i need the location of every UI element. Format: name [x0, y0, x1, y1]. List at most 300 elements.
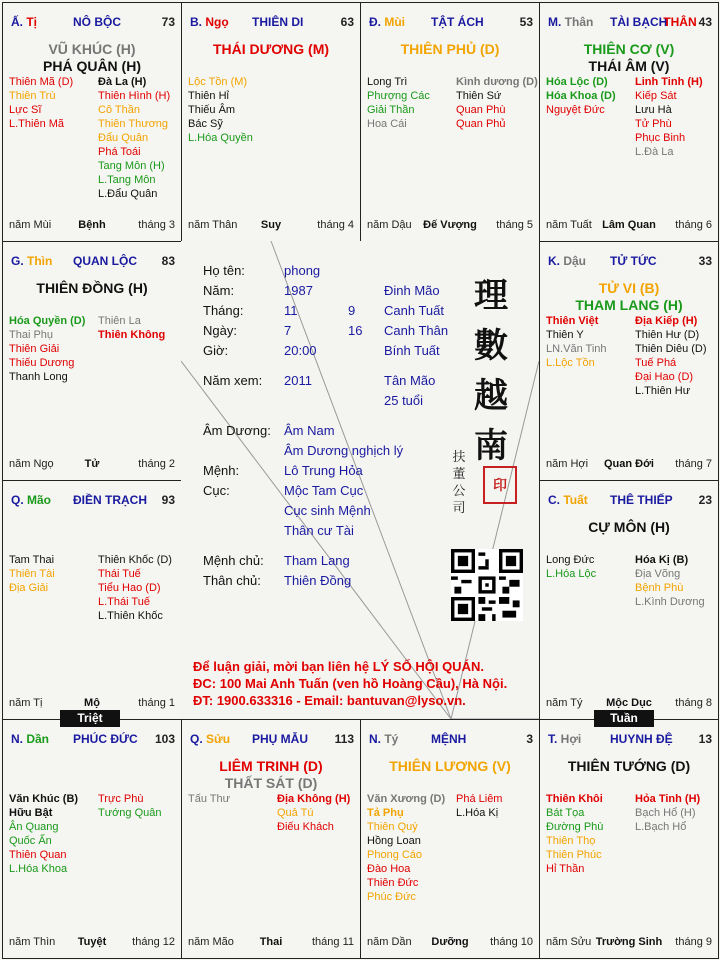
minor-star: Linh Tinh (H)	[635, 76, 703, 88]
year-label: Năm:	[203, 283, 235, 298]
main-star: LIÊM TRINH (D)	[219, 758, 323, 774]
palace-stem: Q.	[190, 732, 207, 746]
palace-month: tháng 3	[138, 219, 175, 231]
palace-number	[335, 732, 354, 746]
palace-stem: N.	[11, 732, 27, 746]
palace-house-name: TÀI BẠCH	[610, 15, 668, 29]
palace-cell[interactable]	[539, 241, 719, 481]
palace-state: Mộc Dục	[606, 697, 652, 709]
palace-cell[interactable]	[360, 719, 540, 959]
minor-star: Tả Phụ	[367, 807, 404, 819]
palace-branch: Mão	[27, 493, 52, 507]
palace-number-value: 13	[698, 732, 712, 746]
minor-star: Thai Phụ	[9, 329, 54, 341]
minor-stars-right	[635, 792, 700, 834]
minor-stars-right	[635, 75, 703, 159]
main-star: PHÁ QUÂN (H)	[43, 58, 141, 74]
minor-star: Thiên Tài	[9, 568, 55, 580]
palace-address	[369, 15, 405, 29]
minor-star: Thiên Hư (D)	[635, 329, 700, 341]
minor-stars-left	[9, 553, 55, 595]
name-label: Họ tên:	[203, 263, 245, 278]
palace-number-value: 23	[698, 493, 712, 507]
minor-star: Đà La (H)	[98, 76, 147, 88]
palace-stem: K.	[548, 254, 564, 268]
minor-star: Phá Toái	[98, 146, 141, 158]
minor-stars-left	[188, 792, 230, 806]
palace-state: Tuyệt	[77, 936, 107, 948]
minor-star: Thiên Hỉ	[188, 90, 229, 102]
minor-star: Đại Hao (D)	[635, 371, 694, 383]
palace-header	[369, 732, 533, 748]
palace-header	[190, 15, 354, 31]
minor-star: LN.Văn Tinh	[546, 343, 607, 355]
minor-stars-right	[277, 792, 350, 834]
calligraphy-subtext	[449, 449, 469, 517]
minor-star: Quan Phù	[456, 104, 506, 116]
main-star: THIÊN CƠ (V)	[583, 41, 675, 57]
main-star: THÁI ÂM (V)	[588, 58, 670, 74]
calli-char: 理	[474, 276, 508, 316]
palace-cell[interactable]	[2, 480, 182, 720]
main-stars	[182, 41, 360, 58]
minor-star: Quan Phủ	[456, 118, 506, 130]
palace-state: Trường Sinh	[595, 936, 663, 948]
palace-state: Quan Đới	[604, 458, 654, 470]
palace-month: tháng 7	[675, 458, 712, 470]
palace-cell[interactable]	[2, 2, 182, 242]
minor-star: Hoa Cái	[367, 118, 407, 130]
minor-star: Phúc Đức	[367, 891, 416, 903]
palace-branch: Dậu	[563, 254, 587, 268]
contact-address: ĐC: 100 Mai Anh Tuấn (ven hồ Hoàng Cầu), Hà Nội.	[193, 676, 508, 691]
minor-star: Đào Hoa	[367, 863, 411, 875]
minor-stars-right	[456, 792, 502, 820]
menh-chu-value: Tham Lang	[284, 553, 350, 568]
palace-branch: Hợi	[560, 732, 582, 746]
palace-number	[699, 493, 712, 507]
palace-number-value: 33	[698, 254, 712, 268]
palace-footer	[188, 936, 354, 950]
palace-stem: Đ.	[369, 15, 385, 29]
palace-stem: Q.	[11, 493, 28, 507]
palace-month: tháng 6	[675, 219, 712, 231]
palace-house-name: ĐIỀN TRẠCH	[73, 493, 147, 507]
main-stars	[361, 758, 539, 775]
palace-branch: Dần	[26, 732, 50, 746]
view-year-label: Năm xem:	[203, 373, 263, 388]
palace-branch: Ngọ	[205, 15, 229, 29]
minor-star: Kiếp Sát	[635, 90, 677, 102]
minor-stars-left	[9, 314, 85, 384]
palace-month: tháng 10	[490, 936, 533, 948]
palace-cell[interactable]	[539, 480, 719, 720]
palace-cell[interactable]	[539, 719, 719, 959]
main-stars	[182, 758, 360, 792]
main-star: THẤT SÁT (D)	[224, 775, 318, 791]
minor-star: Bệnh Phù	[635, 582, 684, 594]
minor-star: L.Hóa Kị	[456, 807, 499, 819]
day-can: Canh Thân	[384, 323, 449, 338]
minor-star: Tiểu Hao (D)	[98, 582, 161, 594]
palace-number	[341, 15, 354, 29]
minor-stars-left	[188, 75, 253, 145]
minor-star: Đường Phù	[546, 821, 604, 833]
palace-address	[548, 15, 593, 29]
palace-header	[548, 15, 712, 31]
minor-stars-right	[456, 75, 538, 131]
minor-star: Phượng Các	[367, 90, 430, 102]
main-star: VŨ KHÚC (H)	[48, 41, 136, 57]
palace-branch: Mùi	[384, 15, 406, 29]
palace-house-name: THIÊN DI	[252, 15, 304, 29]
palace-header	[548, 493, 712, 509]
palace-address	[190, 732, 230, 746]
palace-branch: Thân	[564, 15, 594, 29]
minor-stars-left	[546, 75, 616, 117]
minor-star: Điếu Khách	[277, 821, 334, 833]
minor-star: Giải Thần	[367, 104, 415, 116]
small-calli-char: 董	[452, 467, 466, 482]
main-stars	[540, 758, 718, 775]
view-year-can: Tân Mão	[384, 373, 436, 388]
palace-year: năm Ngọ	[9, 458, 54, 470]
contact-phone-email[interactable]: ĐT: 1900.633316 - Email: bantuvan@lyso.vn.	[193, 693, 466, 708]
palace-footer	[546, 219, 712, 233]
palace-cell[interactable]	[360, 2, 540, 242]
palace-address	[11, 15, 37, 29]
palace-state: Tử	[84, 458, 100, 470]
palace-cell[interactable]	[181, 719, 361, 959]
minor-star: Lưu Hà	[635, 104, 672, 116]
palace-state: Suy	[260, 219, 282, 231]
minor-stars-left	[9, 792, 78, 876]
minor-star: Thiên Y	[546, 329, 584, 341]
minor-star: Lộc Tồn (M)	[188, 76, 248, 88]
palace-number	[699, 254, 712, 268]
contact-line-1: Để luận giải, mời bạn liên hệ LÝ SỐ HỘI QUÁN.	[193, 659, 484, 674]
minor-star: Địa Không (H)	[277, 793, 351, 805]
palace-address	[369, 732, 398, 746]
cuc-value: Mộc Tam Cục	[284, 483, 364, 498]
palace-number-value: 83	[161, 254, 175, 268]
minor-star: Lực Sĩ	[9, 104, 42, 116]
minor-star: Kình dương (D)	[456, 76, 538, 88]
minor-star: Hóa Lộc (D)	[546, 76, 608, 88]
palace-house-name: QUAN LỘC	[73, 254, 137, 268]
minor-star: Thái Tuế	[98, 568, 141, 580]
minor-star: Văn Xương (D)	[367, 793, 446, 805]
palace-year: năm Tý	[546, 697, 583, 709]
minor-star: Thiên Quý	[367, 821, 418, 833]
palace-month: tháng 8	[675, 697, 712, 709]
minor-star: Thiên Thọ	[546, 835, 596, 847]
palace-cell[interactable]	[2, 719, 182, 959]
minor-stars-right	[98, 792, 162, 820]
day-solar: 7	[284, 323, 292, 338]
palace-state: Dưỡng	[431, 936, 469, 948]
minor-star: Phá Liêm	[456, 793, 503, 805]
calli-char: 越	[474, 376, 508, 416]
palace-footer	[546, 458, 712, 472]
minor-star: Hỏa Tinh (H)	[635, 793, 701, 805]
palace-address	[11, 732, 49, 746]
minor-stars-left	[367, 792, 445, 904]
than-chu-value: Thiên Đồng	[284, 573, 352, 588]
minor-star: L.Đẩu Quân	[98, 188, 158, 200]
palace-house-name: PHỤ MẪU	[252, 732, 308, 746]
calli-char: 數	[474, 326, 508, 366]
palace-state: Thai	[259, 936, 283, 948]
palace-cell[interactable]	[2, 241, 182, 481]
minor-star: Quốc Ấn	[9, 835, 52, 847]
palace-house-name: HUYNH ĐỆ	[610, 732, 673, 746]
minor-star: L.Thiên Mã	[9, 118, 65, 130]
minor-star: L.Tang Môn	[98, 174, 156, 186]
palace-stem: M.	[548, 15, 565, 29]
main-stars	[3, 41, 181, 75]
minor-star: Thiên Mã (D)	[9, 76, 74, 88]
main-stars	[361, 41, 539, 58]
palace-footer	[367, 219, 533, 233]
palace-footer	[546, 697, 712, 711]
age-value: 25 tuổi	[384, 393, 424, 408]
minor-stars-right	[635, 314, 707, 398]
palace-number	[526, 732, 533, 746]
palace-cell[interactable]	[539, 2, 719, 242]
minor-star: Quả Tú	[277, 807, 314, 819]
palace-stem: C.	[548, 493, 564, 507]
minor-star: L.Hóa Quyền	[188, 132, 253, 144]
minor-star: Tang Môn (H)	[98, 160, 165, 172]
palace-year: năm Tị	[9, 697, 43, 709]
hour-label: Giờ:	[203, 343, 229, 358]
palace-number-value: 43	[698, 15, 712, 29]
palace-footer	[546, 936, 712, 950]
minor-star: Bát Tọa	[546, 807, 585, 819]
day-label: Ngày:	[203, 323, 237, 338]
minor-star: Trực Phù	[98, 793, 144, 805]
palace-number	[663, 15, 712, 29]
palace-year: năm Thân	[188, 219, 238, 231]
palace-year: năm Tuất	[546, 219, 592, 231]
palace-footer	[367, 936, 533, 950]
calli-char: 南	[474, 426, 508, 466]
main-star: THIÊN ĐỒNG (H)	[36, 280, 148, 296]
minor-star: Hóa Khoa (D)	[546, 90, 616, 102]
palace-branch: Sửu	[206, 732, 231, 746]
minor-star: Thiên Thương	[98, 118, 169, 130]
minor-star: Tử Phù	[635, 118, 672, 130]
minor-star: Thiên Sứ	[456, 90, 502, 102]
palace-house-name: TẬT ÁCH	[431, 15, 484, 29]
palace-header	[548, 254, 712, 270]
qr-code-icon[interactable]	[451, 549, 523, 621]
palace-month: tháng 5	[496, 219, 533, 231]
palace-number	[162, 493, 175, 507]
small-calli-char: 公	[452, 484, 466, 499]
palace-stem: Ấ.	[11, 15, 27, 29]
palace-number-value: 3	[526, 732, 533, 746]
palace-year: năm Sửu	[546, 936, 592, 948]
minor-star: L.Lộc Tồn	[546, 357, 595, 369]
year-value: 1987	[284, 283, 313, 298]
main-star: THIÊN LƯƠNG (V)	[389, 758, 511, 774]
main-stars	[3, 280, 181, 297]
minor-star: Thiên Không	[98, 329, 166, 341]
palace-year: năm Mão	[188, 936, 234, 948]
palace-month: tháng 11	[311, 936, 354, 948]
month-solar: 11	[284, 303, 298, 318]
than-chu-label: Thân chủ:	[203, 573, 261, 588]
minor-stars-left	[546, 553, 596, 581]
than-cu-note: Thân cư Tài	[284, 523, 354, 538]
palace-month: tháng 9	[675, 936, 712, 948]
minor-star: Tam Thai	[9, 554, 55, 566]
palace-branch: Thìn	[27, 254, 53, 268]
minor-star: Thiên Trù	[9, 90, 56, 102]
palace-house-name: NÔ BỘC	[73, 15, 121, 29]
main-stars	[540, 41, 718, 75]
minor-star: Hóa Quyền (D)	[9, 315, 86, 327]
main-stars	[540, 280, 718, 314]
palace-year: năm Mùi	[9, 219, 52, 231]
palace-number-value: 73	[161, 15, 175, 29]
main-star: TỬ VI (B)	[598, 280, 660, 296]
small-calli-char: 司	[452, 501, 466, 516]
minor-star: L.Thiên Hư	[635, 385, 691, 397]
palace-year: năm Dần	[367, 936, 412, 948]
palace-footer	[188, 219, 354, 233]
cuc-note: Cục sinh Mệnh	[284, 503, 371, 518]
minor-stars-left	[546, 314, 607, 370]
amduong-label: Âm Dương:	[203, 423, 271, 438]
palace-stem: G.	[11, 254, 28, 268]
calligraphy-logo	[471, 271, 511, 471]
palace-month: tháng 4	[317, 219, 354, 231]
red-seal-stamp: 印	[483, 466, 517, 504]
minor-star: Tuế Phá	[635, 357, 677, 369]
palace-number	[520, 15, 533, 29]
minor-star: Bác Sỹ	[188, 118, 223, 130]
palace-address	[548, 732, 581, 746]
palace-address	[548, 493, 588, 507]
palace-branch: Tuất	[563, 493, 588, 507]
minor-stars-left	[546, 792, 603, 876]
main-star: THAM LANG (H)	[575, 297, 683, 313]
minor-star: Địa Võng	[635, 568, 681, 580]
minor-star: Thiên Đức	[367, 877, 419, 889]
minor-star: Long Trì	[367, 76, 408, 88]
palace-footer	[9, 458, 175, 472]
menh-label: Mệnh:	[203, 463, 240, 478]
main-star: THIÊN PHỦ (D)	[400, 41, 500, 57]
palace-stem: T.	[548, 732, 561, 746]
month-can: Canh Tuất	[384, 303, 444, 318]
palace-number	[162, 15, 175, 29]
minor-star: Long Đức	[546, 554, 595, 566]
minor-star: L.Đà La	[635, 146, 674, 158]
palace-month: tháng 2	[138, 458, 175, 470]
minor-star: Thiên Khốc (D)	[98, 554, 172, 566]
minor-stars-left	[367, 75, 430, 131]
palace-branch: Tị	[26, 15, 38, 29]
minor-star: Thiên Phúc	[546, 849, 602, 861]
palace-header	[190, 732, 354, 748]
cuc-label: Cục:	[203, 483, 230, 498]
main-star: CỰ MÔN (H)	[588, 519, 670, 535]
palace-number	[162, 254, 175, 268]
palace-number-value: 103	[154, 732, 175, 746]
than-marker: THÂN	[663, 15, 697, 29]
minor-star: Hỉ Thần	[546, 863, 585, 875]
palace-header	[11, 493, 175, 509]
menh-value: Lô Trung Hỏa	[284, 463, 363, 478]
palace-number-value: 93	[161, 493, 175, 507]
month-label: Tháng:	[203, 303, 244, 318]
minor-stars-right	[98, 553, 172, 623]
palace-number-value: 63	[340, 15, 354, 29]
minor-star: Hữu Bật	[9, 807, 53, 819]
menh-chu-label: Mệnh chủ:	[203, 553, 264, 568]
minor-star: Ân Quang	[9, 821, 59, 833]
minor-star: Thiên Khôi	[546, 793, 603, 805]
palace-address	[190, 15, 229, 29]
palace-number	[699, 732, 712, 746]
minor-star: Hóa Kị (B)	[635, 554, 689, 566]
palace-number-value: 113	[334, 732, 354, 746]
minor-stars-right	[98, 75, 170, 201]
minor-star: Đẩu Quân	[98, 132, 149, 144]
minor-star: Tấu Thư	[188, 793, 231, 805]
year-can: Đinh Mão	[384, 283, 440, 298]
hour-can: Bính Tuất	[384, 343, 440, 358]
minor-star: Phục Binh	[635, 132, 686, 144]
main-stars	[540, 519, 718, 536]
main-star: THIÊN TƯỚNG (D)	[567, 758, 691, 774]
palace-header	[11, 732, 175, 748]
minor-star: Hồng Loan	[367, 835, 421, 847]
minor-star: L.Bạch Hổ	[635, 821, 687, 833]
palace-header	[369, 15, 533, 31]
palace-house-name: TỬ TỨC	[610, 254, 657, 268]
hour-value: 20:00	[284, 343, 317, 358]
amduong-note: Âm Dương nghịch lý	[284, 443, 404, 458]
palace-state: Mộ	[84, 697, 100, 709]
minor-star: L.Thái Tuế	[98, 596, 150, 608]
name-value: phong	[284, 263, 321, 278]
palace-year: năm Thìn	[9, 936, 56, 948]
minor-star: Địa Giải	[9, 582, 49, 594]
palace-header	[11, 15, 175, 31]
minor-star: Tướng Quân	[98, 807, 162, 819]
center-info-panel	[181, 241, 539, 719]
view-year-value: 2011	[284, 373, 312, 388]
small-calli-char: 扶	[452, 450, 466, 465]
minor-star: L.Kình Dương	[635, 596, 705, 608]
minor-star: Thanh Long	[9, 371, 68, 383]
palace-address	[11, 254, 52, 268]
palace-address	[548, 254, 586, 268]
palace-footer	[9, 697, 175, 711]
minor-star: L.Hóa Khoa	[9, 863, 68, 875]
minor-star: Thiên Việt	[546, 315, 599, 327]
month-lunar: 9	[348, 303, 356, 318]
palace-year: năm Hợi	[546, 458, 589, 470]
palace-cell[interactable]	[181, 2, 361, 242]
tuan-tag: Tuần	[594, 710, 654, 727]
palace-state: Đế Vượng	[423, 219, 477, 231]
